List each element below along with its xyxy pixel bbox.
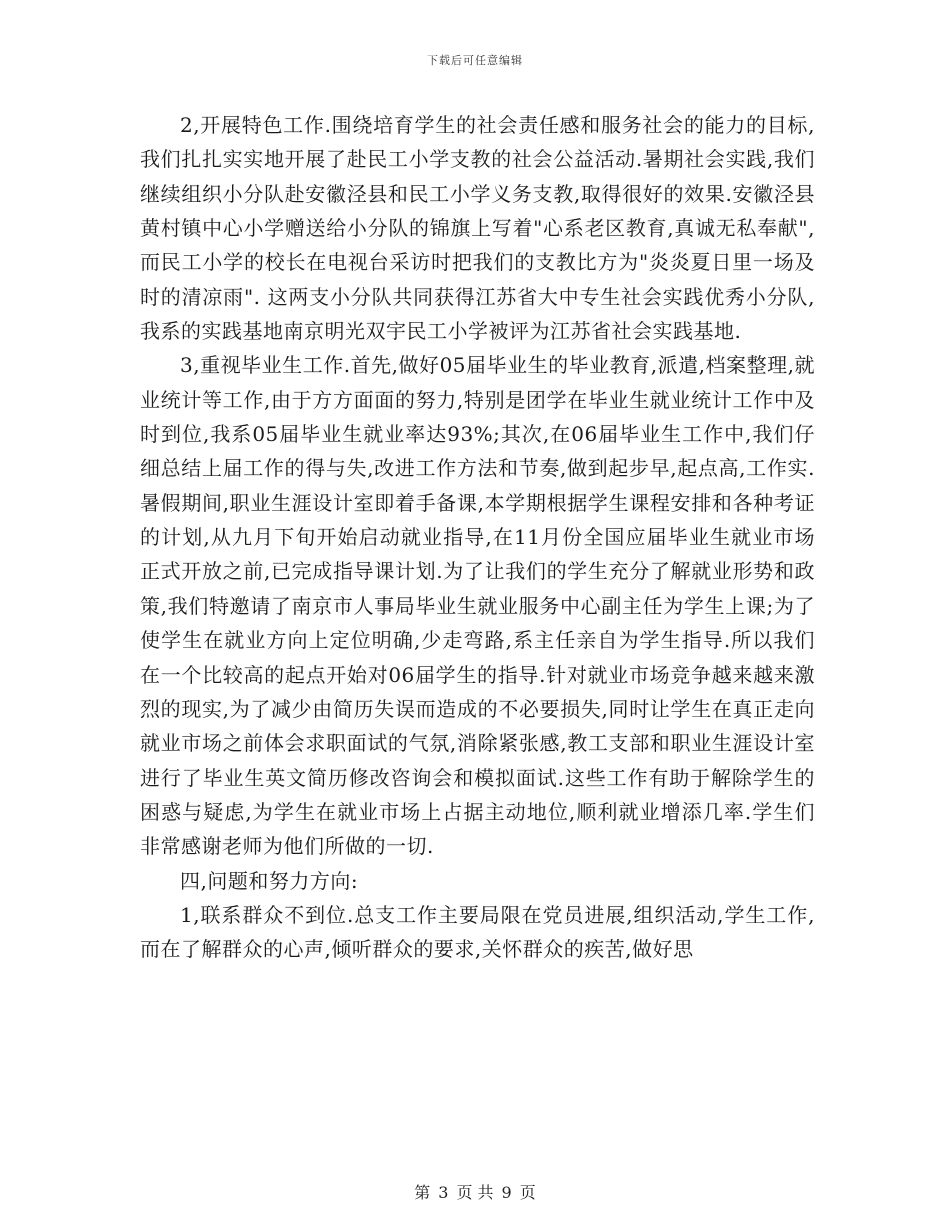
total-page-number: 9 [501, 1183, 512, 1202]
footer-suffix: 页 [519, 1183, 536, 1202]
footer-prefix: 第 [414, 1183, 431, 1202]
paragraph-contact-masses: 1,联系群众不到位.总支工作主要局限在党员进展,组织活动,学生工作,而在了解群众的心声,倾听群众的要求,关怀群众的疾苦,做好思 [140, 902, 815, 962]
current-page-number: 3 [438, 1183, 449, 1202]
paragraph-special-work: 2,开展特色工作.围绕培育学生的社会责任感和服务社会的能力的目标,我们扎扎实实地开展了赴民工小学支教的社会公益活动.暑期社会实践,我们继续组织小分队赴安徽泾县和民工小学义务支教,取得很好的效果.安徽泾县黄村镇中心小学赠送给小分队的锦旗上写着"心系老区教育,真诚无私奉献",而民工小学的校长在电视台采访时把我们的支教比方为"炎炎夏日里一场及时的清凉雨". 这两支小分队共同获得江苏省大中专生社会实践优秀小分队,我系的实践基地南京明光双宇民工小学被评为江苏省社会实践基地. [140, 113, 815, 344]
page-number-footer [0, 1180, 950, 1203]
document-body [140, 108, 815, 967]
page-header-note: 下载后可任意编辑 [427, 54, 523, 67]
paragraph-graduate-work: 3,重视毕业生工作.首先,做好05届毕业生的毕业教育,派遣,档案整理,就业统计等工作,由于方方面面的努力,特别是团学在毕业生就业统计工作中及时到位,我系05届毕业生就业率达93%;其次,在06届毕业生工作中,我们仔细总结上届工作的得与失,改进工作方法和节奏,做到起步早,起点高,工作实. 暑假期间,职业生涯设计室即着手备课,本学期根据学生课程安排和各种考证的计划,从九月下旬开始启动就业指导,在11月份全国应届毕业生就业市场正式开放之前,已完成指导课计划.为了让我们的学生充分了解就业形势和政策,我们特邀请了南京市人事局毕业生就业服务中心副主任为学生上课;为了使学生在就业方向上定位明确,少走弯路,系主任亲自为学生指导.所以我们在一个比较高的起点开始对06届学生的指导.针对就业市场竞争越来越来激烈的现实,为了减少由简历失误而造成的不必要损失,同时让学生在真正走向就业市场之前体会求职面试的气氛,消除紧张感,教工支部和职业生涯设计室进行了毕业生英文简历修改咨询会和模拟面试.这些工作有助于解除学生的困惑与疑虑,为学生在就业市场上占据主动地位,顺利就业增添几率.学生们非常感谢老师为他们所做的一切. [140, 353, 815, 859]
section-heading-problems: 四,问题和努力方向: [180, 868, 359, 893]
footer-middle: 页 共 [456, 1183, 494, 1202]
